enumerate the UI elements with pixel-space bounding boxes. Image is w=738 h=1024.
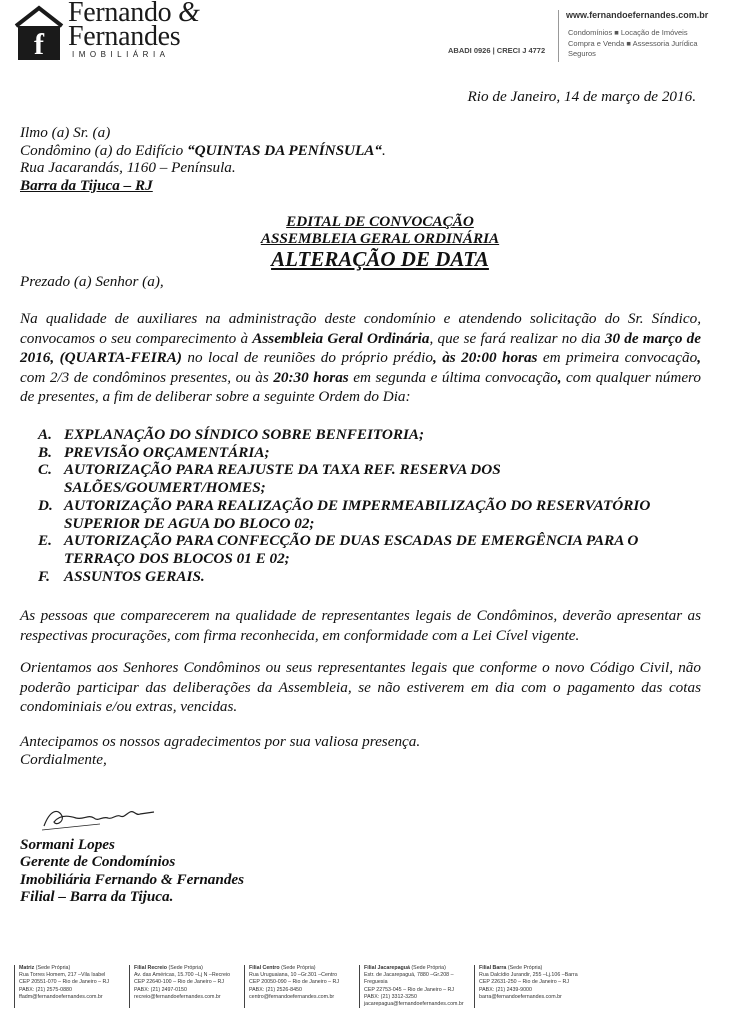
signer-branch: Filial – Barra da Tijuca. [20, 887, 174, 905]
footer-office: Matriz (Sede Própria) Rua Torres Homem, 217 –Vila Isabel CEP 20551-070 – Rio de Janeiro – RJ PABX: (21) 2575-0880 ffadm@fernandoefernandes.com.br [14, 965, 129, 1008]
letter-date: Rio de Janeiro, 14 de março de 2016. [467, 88, 696, 105]
addressee-line: Rua Jacarandás, 1160 – Península. [20, 159, 236, 176]
agenda-item: A. EXPLANAÇÃO DO SÍNDICO SOBRE BENFEITORIA; [38, 426, 425, 443]
brand-subtitle: IMOBILIÁRIA [72, 50, 170, 59]
company-logo-icon [10, 4, 68, 62]
signer-block [20, 836, 244, 905]
notice-titles [180, 213, 580, 271]
agenda-item: E. AUTORIZAÇÃO PARA CONFECÇÃO DE DUAS ESCADAS DE EMERGÊNCIA PARA O TERRAÇO DOS BLOCOS 01 E 02; [38, 532, 639, 567]
agenda-item: C. AUTORIZAÇÃO PARA REAJUSTE DA TAXA REF. RESERVA DOS SALÕES/GOUMERT/HOMES; [38, 461, 501, 497]
agenda-item: D. AUTORIZAÇÃO PARA REALIZAÇÃO DE IMPERMEABILIZAÇÃO DO RESERVATÓRIO SUPERIOR DE AGUA DO BLOCO 02; [38, 496, 651, 532]
header-divider [558, 10, 559, 62]
eligibility-paragraph: Orientamos aos Senhores Condôminos ou seus representantes legais que conforme o novo Código Civil, não poderão participar das deliberações da Assembleia, se não estiverem em dia com o pagamento das cotas condominiais e/ou extras, vencidas. [20, 659, 701, 715]
addressee-line: Condômino (a) do Edifício “QUINTAS DA PENÍNSULA“. [20, 141, 386, 159]
agenda-item: B. PREVISÃO ORÇAMENTÁRIA; [38, 443, 270, 461]
agenda-list [38, 426, 698, 585]
svg-text:f: f [34, 28, 44, 61]
footer-office: Filial Barra (Sede Própria) Rua Dalcídio Jurandir, 255 –Lj.106 –Barra CEP 22631-250 – Rio de Janeiro – RJ PABX: (21) 2439-9000 barra@fernandoefernandes.com.br [474, 965, 589, 1008]
addressee-line: Ilmo (a) Sr. (a) [20, 124, 111, 141]
convocation-paragraph: Na qualidade de auxiliares na administração deste condomínio e atendendo solicitação do Sr. Síndico, convocamos o seu comparecimento à Assembleia Geral Ordinária, que se fará realizar no dia 30 de março de 2016, (QUARTA-FEIRA) no local de reuniões do próprio prédio, às 20:00 horas em primeira convocação, com 2/3 de condôminos presentes, ou às 20:30 horas em segunda e última convocação, com qualquer número de presentes, a fim de deliberar sobre a seguinte Ordem do Dia: [20, 310, 702, 405]
notice-title: EDITAL DE CONVOCAÇÃO [286, 213, 474, 230]
signature-image [40, 796, 160, 836]
signer-company: Imobiliária Fernando & Fernandes [20, 870, 245, 888]
footer-offices [14, 965, 734, 1008]
services-list [568, 28, 698, 60]
notice-subtitle: ASSEMBLEIA GERAL ORDINÁRIA [260, 230, 500, 247]
service-line: Seguros [568, 49, 596, 58]
signer-role: Gerente de Condomínios [20, 853, 176, 871]
proxy-paragraph: As pessoas que comparecerem na qualidade de representantes legais de Condôminos, deverão apresentar as respectivas procurações, com firma reconhecida, em conformidade com a Lei Cível vigente. [20, 607, 701, 644]
brand-name: Fernando & Fernandes [68, 0, 200, 52]
footer-office: Filial Recreio (Sede Própria) Av. das Américas, 15.700 –Lj N –Recreio CEP 22640-100 – Rio de Janeiro – RJ PABX: (21) 2497-0150 recreio@fernandoefernandes.com.br [129, 965, 244, 1008]
closing-paragraph: Antecipamos os nossos agradecimentos por sua valiosa presença. Cordialmente, [20, 733, 421, 768]
agenda-item: F. ASSUNTOS GERAIS. [38, 567, 205, 585]
footer-office: Filial Jacarepaguá (Sede Própria) Estr. de Jacarepaguá, 7880 –Gr.208 –Freguesia CEP 22753-045 – Rio de Janeiro – RJ PABX: (21) 3312-3250 jacarepagua@fernandoefernandes.com.br [359, 965, 474, 1008]
building-name: “QUINTAS DA PENÍNSULA“ [187, 141, 383, 159]
addressee-block [20, 124, 386, 194]
addressee-city: Barra da Tijuca – RJ [20, 176, 153, 194]
website-link[interactable]: www.fernandoefernandes.com.br [566, 10, 709, 20]
greeting: Prezado (a) Senhor (a), [20, 273, 164, 290]
service-line: Compra e Venda ■ Assessoria Jurídica [568, 38, 698, 48]
notice-change-title: ALTERAÇÃO DE DATA [271, 247, 489, 271]
signer-name: Sormani Lopes [20, 836, 115, 853]
registration-numbers: ABADI 0926 | CRECI J 4772 [448, 46, 546, 55]
service-line: Condomínios ■ Locação de Imóveis [568, 28, 688, 37]
footer-office: Filial Centro (Sede Própria) Rua Uruguaiana, 10 –Gr.301 –Centro CEP 20050-090 – Rio de Janeiro – RJ PABX: (21) 2526-8450 centro@fernandoefernandes.com.br [244, 965, 359, 1008]
